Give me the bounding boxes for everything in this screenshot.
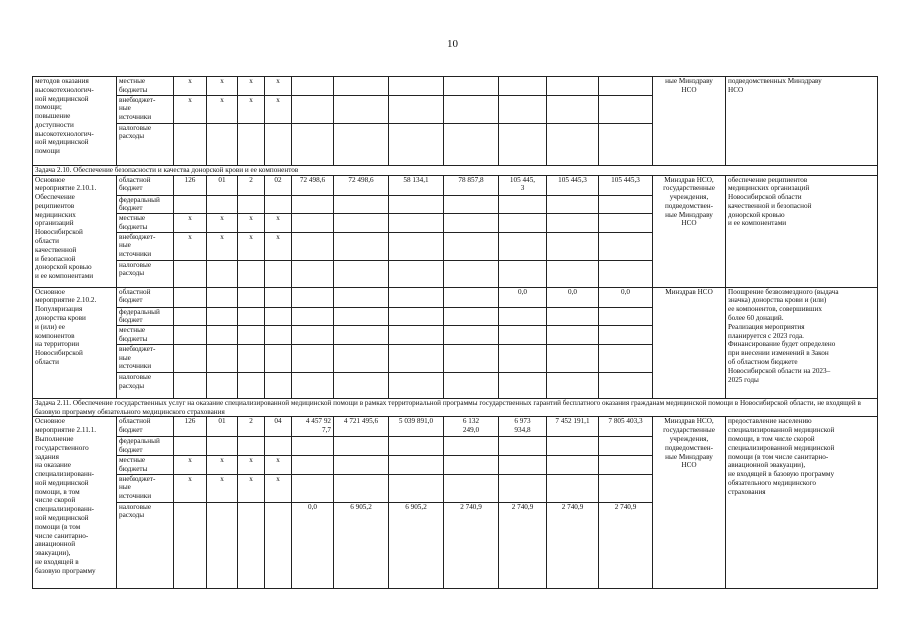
task-2-11-heading: Задача 2.11. Обеспечение государственных услуг на оказание специализированной медицинской помощи в рамках территориальной программы государственных гарантий бесплатного оказания гражданам медицинской помощи в Новосибирской области, не входящей в базовую программу обязательного медицинского страхования (33, 398, 878, 417)
value-cell (389, 214, 444, 233)
value-cell (389, 372, 444, 398)
code-cell (207, 502, 238, 588)
code-cell (207, 287, 238, 307)
value-cell (599, 95, 653, 123)
value-cell: 0,0 (292, 502, 334, 588)
value-cell (547, 123, 599, 165)
value-cell (389, 77, 444, 96)
value-cell: 105 445,3 (547, 175, 599, 195)
value-cell (292, 77, 334, 96)
value-cell: 105 445,3 (599, 175, 653, 195)
value-cell (292, 123, 334, 165)
value-cell (292, 307, 334, 326)
value-cell (599, 372, 653, 398)
code-cell: x (207, 474, 238, 502)
task-2-10-heading: Задача 2.10. Обеспечение безопасности и качества донорской крови и ее компонентов (33, 165, 878, 175)
value-cell: 72 498,6 (334, 175, 389, 195)
code-cell (265, 287, 292, 307)
task-heading-row (33, 398, 878, 417)
expected-result: предоставление населению специализированной медицинской помощи, в том числе скорой специализированной медицинской помощи (в том числе санитарно- авиационной эвакуации), не входящей в базовую программу обязательного медицинского страхования (726, 417, 878, 588)
code-cell (265, 326, 292, 345)
value-cell (292, 95, 334, 123)
source-label: внебюджет- ные источники (117, 474, 174, 502)
code-cell (238, 344, 265, 372)
table-row (33, 175, 878, 195)
code-cell (174, 195, 207, 214)
code-cell (265, 195, 292, 214)
source-label: федеральный бюджет (117, 307, 174, 326)
value-cell (292, 372, 334, 398)
value-cell (389, 287, 444, 307)
code-cell: x (207, 455, 238, 474)
value-cell (599, 214, 653, 233)
value-cell (599, 437, 653, 456)
code-cell: x (265, 232, 292, 260)
value-cell (389, 95, 444, 123)
code-cell (238, 260, 265, 287)
value-cell (547, 77, 599, 96)
expected-result: подведомственных Минздраву НСО (726, 77, 878, 166)
code-cell: x (207, 232, 238, 260)
source-label: федеральный бюджет (117, 195, 174, 214)
measure-2-11-1-name: Основное мероприятие 2.11.1. Выполнение государственного задания на оказание специализированн- ной медицинской помощи, в том числе скорой специализированн- ной медицинской помощи (в том числе санитарно- авиационной эвакуации), не входящей в базовую программу (33, 417, 117, 588)
value-cell (334, 232, 389, 260)
code-cell (174, 123, 207, 165)
value-cell (499, 214, 547, 233)
value-cell (334, 95, 389, 123)
code-cell: 126 (174, 417, 207, 437)
code-cell: x (174, 95, 207, 123)
source-label: внебюджет- ные источники (117, 344, 174, 372)
value-cell (334, 326, 389, 345)
code-cell (207, 372, 238, 398)
code-cell: x (238, 214, 265, 233)
executor: Минздрав НСО (653, 287, 726, 398)
value-cell (444, 437, 499, 456)
value-cell (389, 326, 444, 345)
code-cell (265, 437, 292, 456)
value-cell (599, 77, 653, 96)
value-cell: 2 740,9 (444, 502, 499, 588)
code-cell (174, 307, 207, 326)
page-number: 10 (447, 38, 458, 50)
table-row (33, 417, 878, 437)
value-cell (292, 232, 334, 260)
code-cell (174, 260, 207, 287)
value-cell (547, 260, 599, 287)
program-table (32, 76, 878, 589)
value-cell (444, 326, 499, 345)
value-cell (599, 455, 653, 474)
value-cell (547, 195, 599, 214)
value-cell: 78 857,8 (444, 175, 499, 195)
value-cell (444, 260, 499, 287)
value-cell (389, 455, 444, 474)
value-cell (599, 123, 653, 165)
code-cell: x (238, 474, 265, 502)
code-cell (174, 437, 207, 456)
value-cell (389, 437, 444, 456)
value-cell (334, 214, 389, 233)
value-cell: 5 039 891,0 (389, 417, 444, 437)
value-cell (334, 344, 389, 372)
value-cell (334, 123, 389, 165)
value-cell (389, 474, 444, 502)
value-cell (547, 307, 599, 326)
code-cell: x (207, 77, 238, 96)
value-cell (292, 287, 334, 307)
value-cell: 6 905,2 (389, 502, 444, 588)
value-cell (334, 77, 389, 96)
code-cell: x (238, 77, 265, 96)
value-cell: 7 452 191,1 (547, 417, 599, 437)
value-cell (444, 77, 499, 96)
code-cell (265, 344, 292, 372)
value-cell (292, 326, 334, 345)
task-heading-row (33, 165, 878, 175)
source-label: налоговые расходы (117, 372, 174, 398)
source-label: федеральный бюджет (117, 437, 174, 456)
code-cell: x (265, 474, 292, 502)
code-cell (207, 260, 238, 287)
value-cell (389, 195, 444, 214)
value-cell: 6 905,2 (334, 502, 389, 588)
value-cell: 6 132 249,0 (444, 417, 499, 437)
measure-2-10-1-name: Основное мероприятие 2.10.1. Обеспечение реципиентов медицинских организаций Новосибирской области качественной и безопасной донорской кровью и ее компонентами (33, 175, 117, 287)
value-cell (389, 260, 444, 287)
code-cell: x (174, 474, 207, 502)
value-cell (547, 344, 599, 372)
code-cell (174, 344, 207, 372)
code-cell (265, 260, 292, 287)
value-cell: 72 498,6 (292, 175, 334, 195)
source-label: внебюджет- ные источники (117, 232, 174, 260)
code-cell (265, 307, 292, 326)
value-cell (292, 455, 334, 474)
code-cell: x (238, 95, 265, 123)
value-cell (499, 307, 547, 326)
code-cell: x (265, 77, 292, 96)
value-cell (499, 77, 547, 96)
value-cell (599, 260, 653, 287)
value-cell (499, 437, 547, 456)
source-label: налоговые расходы (117, 260, 174, 287)
value-cell (547, 326, 599, 345)
value-cell (599, 195, 653, 214)
code-cell: x (207, 214, 238, 233)
value-cell (292, 260, 334, 287)
value-cell (334, 287, 389, 307)
code-cell (238, 195, 265, 214)
value-cell (444, 372, 499, 398)
expected-result: обеспечение реципиентов медицинских организаций Новосибирской области качественной и безопасной донорской кровью и ее компонентами (726, 175, 878, 287)
code-cell: x (238, 232, 265, 260)
value-cell (499, 474, 547, 502)
code-cell: x (174, 232, 207, 260)
measure-name: методов оказания высокотехнологич- ной медицинской помощи; повышение доступности высокотехнологич- ной медицинской помощи (33, 77, 117, 166)
value-cell (599, 344, 653, 372)
value-cell (334, 455, 389, 474)
value-cell (444, 344, 499, 372)
value-cell (599, 307, 653, 326)
source-label: местные бюджеты (117, 326, 174, 345)
value-cell: 0,0 (599, 287, 653, 307)
code-cell (238, 307, 265, 326)
code-cell: 01 (207, 417, 238, 437)
value-cell (444, 214, 499, 233)
code-cell: 126 (174, 175, 207, 195)
code-cell (174, 326, 207, 345)
code-cell: 02 (265, 175, 292, 195)
table-row (33, 287, 878, 307)
value-cell: 6 973 934,8 (499, 417, 547, 437)
value-cell (499, 372, 547, 398)
code-cell (238, 326, 265, 345)
value-cell (444, 307, 499, 326)
value-cell (599, 474, 653, 502)
value-cell (292, 344, 334, 372)
executor: ные Минздраву НСО (653, 77, 726, 166)
value-cell (389, 123, 444, 165)
code-cell (207, 123, 238, 165)
code-cell: x (174, 455, 207, 474)
value-cell (292, 437, 334, 456)
value-cell (444, 287, 499, 307)
code-cell (265, 123, 292, 165)
value-cell: 4 457 92 7,7 (292, 417, 334, 437)
value-cell (292, 214, 334, 233)
source-label: налоговые расходы (117, 123, 174, 165)
code-cell: x (265, 214, 292, 233)
source-label: местные бюджеты (117, 214, 174, 233)
code-cell: x (174, 77, 207, 96)
code-cell (207, 326, 238, 345)
code-cell: x (265, 95, 292, 123)
code-cell (238, 287, 265, 307)
source-label: областной бюджет (117, 287, 174, 307)
code-cell (265, 372, 292, 398)
value-cell: 105 445, 3 (499, 175, 547, 195)
value-cell (547, 214, 599, 233)
value-cell (334, 437, 389, 456)
code-cell (207, 307, 238, 326)
value-cell (334, 260, 389, 287)
code-cell: x (207, 95, 238, 123)
code-cell: 2 (238, 417, 265, 437)
code-cell: 01 (207, 175, 238, 195)
value-cell (444, 474, 499, 502)
code-cell: 04 (265, 417, 292, 437)
value-cell (334, 474, 389, 502)
code-cell (174, 287, 207, 307)
code-cell (238, 502, 265, 588)
value-cell (547, 232, 599, 260)
value-cell (599, 326, 653, 345)
value-cell (444, 195, 499, 214)
value-cell (547, 372, 599, 398)
value-cell (389, 232, 444, 260)
value-cell (499, 232, 547, 260)
value-cell: 7 805 403,3 (599, 417, 653, 437)
value-cell (547, 95, 599, 123)
source-label: внебюджет- ные источники (117, 95, 174, 123)
code-cell (174, 372, 207, 398)
value-cell (334, 307, 389, 326)
value-cell: 2 740,9 (499, 502, 547, 588)
value-cell: 0,0 (547, 287, 599, 307)
value-cell (389, 307, 444, 326)
value-cell (444, 123, 499, 165)
value-cell: 2 740,9 (547, 502, 599, 588)
value-cell (334, 195, 389, 214)
table-row (33, 77, 878, 96)
value-cell (499, 123, 547, 165)
code-cell: x (238, 455, 265, 474)
code-cell (238, 123, 265, 165)
value-cell (499, 455, 547, 474)
value-cell (499, 326, 547, 345)
value-cell (599, 232, 653, 260)
code-cell (207, 344, 238, 372)
value-cell (499, 344, 547, 372)
source-label: областной бюджет (117, 417, 174, 437)
value-cell (499, 95, 547, 123)
code-cell (174, 502, 207, 588)
code-cell (207, 437, 238, 456)
value-cell: 0,0 (499, 287, 547, 307)
source-label: местные бюджеты (117, 77, 174, 96)
value-cell: 2 740,9 (599, 502, 653, 588)
source-label: областной бюджет (117, 175, 174, 195)
value-cell (547, 455, 599, 474)
code-cell (207, 195, 238, 214)
value-cell (292, 195, 334, 214)
value-cell (547, 474, 599, 502)
value-cell (499, 260, 547, 287)
expected-result: Поощрение безвозмездного (выдача значка) донорства крови и (или) ее компонентов, совершивших более 60 донаций. Реализация мероприятия планируется с 2023 года. Финансирование будет определено при внесении изменений в Закон об областном бюджете Новосибирской области на 2023– 2025 годы (726, 287, 878, 398)
source-label: местные бюджеты (117, 455, 174, 474)
value-cell (444, 455, 499, 474)
value-cell: 4 721 495,6 (334, 417, 389, 437)
value-cell (292, 474, 334, 502)
code-cell (238, 372, 265, 398)
code-cell (265, 502, 292, 588)
value-cell (547, 437, 599, 456)
value-cell (499, 195, 547, 214)
value-cell (444, 95, 499, 123)
code-cell: x (174, 214, 207, 233)
value-cell: 58 134,1 (389, 175, 444, 195)
code-cell: x (265, 455, 292, 474)
executor: Минздрав НСО, государственные учреждения, подведомствен- ные Минздраву НСО (653, 175, 726, 287)
value-cell (444, 232, 499, 260)
code-cell (238, 437, 265, 456)
value-cell (334, 372, 389, 398)
value-cell (389, 344, 444, 372)
executor: Минздрав НСО, государственные учреждения, подведомствен- ные Минздраву НСО (653, 417, 726, 588)
measure-2-10-2-name: Основное мероприятие 2.10.2. Популяризация донорства крови и (или) ее компонентов на территории Новосибирской области (33, 287, 117, 398)
code-cell: 2 (238, 175, 265, 195)
source-label: налоговые расходы (117, 502, 174, 588)
